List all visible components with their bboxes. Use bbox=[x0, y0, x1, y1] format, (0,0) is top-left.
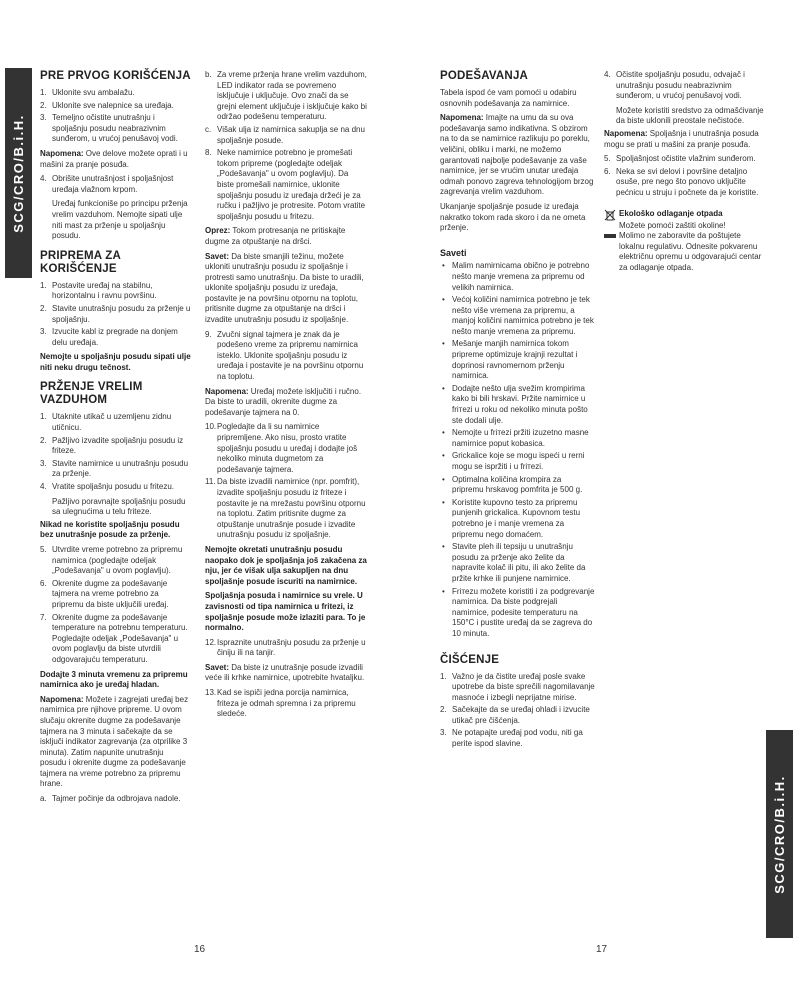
list-item: • Dodajte nešto ulja svežim krompirima kako bi bili hrskavi. Pržite namirnice u frітezi u roku od nekoliko minuta pošto ste dodali ulje. bbox=[442, 383, 588, 425]
warning: Dodajte 3 minuta vremenu za pripremu namirnica ako je uređaj hladan. bbox=[40, 669, 188, 690]
list-item: 8. Neke namirnice potrebno je promešati tokom pripreme (pogledajte odeljak „Podešavanja" u ovom poglavlju). Da biste promešali namirnice, uklonite spoljašnju posudu iz uređaja držeći je za ručku i pažljivo je protresite. Potom vratite spoljašnju posudu u fritezu. bbox=[205, 148, 366, 221]
frying-list-b bbox=[40, 545, 192, 666]
list-item: 3. Stavite namirnice u unutrašnju posudu za prženje. bbox=[40, 458, 189, 479]
warning: Spoljašnja posuda i namirnice su vrele. U zavisnosti od tipa namirnica u fritezi, iz spoljašnje posude može izlaziti para. To je normalno. bbox=[205, 591, 366, 633]
eco-disposal-line1: Možete pomoći zaštiti okoline! bbox=[619, 220, 726, 230]
column-3 bbox=[440, 70, 595, 754]
list-item: 3. Ne potapajte uređaj pod vodu, niti ga perite ispod slavine. bbox=[440, 728, 583, 749]
section-title-hot-air-frying: PRŽENJE VRELIM VAZDUHOM bbox=[40, 381, 143, 407]
section-title-settings: PODEŠAVANJA bbox=[440, 70, 529, 82]
list-item: • Mešanje manjih namirnica tokom pripreme optimizuje krajnji rezultat i doprinosi ravnomernom prženju namirnica. bbox=[442, 339, 578, 381]
list-item: a. Tajmer počinje da odbrojava nadole. bbox=[40, 794, 181, 804]
list-item: 4. Vratite spoljašnju posudu u fritezu. bbox=[40, 482, 174, 492]
frying-list-e bbox=[205, 638, 367, 659]
step-continuation: Možete koristiti sredstvo za odmašćivanje da biste uklonili preostale nečistoće. bbox=[616, 105, 764, 126]
column-1 bbox=[40, 70, 192, 809]
eco-disposal-heading bbox=[604, 209, 764, 221]
tip: Savet: Da biste iz unutrašnje posude izvadili veće ili krhke namirnice, upotrebite hvataljku. bbox=[205, 662, 365, 683]
list-item: 12. Ispraznite unutrašnju posudu za prženje u činiju ili na tanjir. bbox=[205, 637, 366, 658]
step-continuation: Uređaj funkcioniše po principu prženja vrelim vazduhom. Nemojte sipati ulje niti mast za prženje u spoljašnju posudu. bbox=[52, 199, 188, 241]
list-item: 2. Sačekajte da se uređaj ohladi i izvucite utikač pre čišćenja. bbox=[440, 705, 590, 725]
column-2 bbox=[205, 70, 367, 724]
list-item: • Frітezu možete koristiti i za podgrevanje namirnica. Da biste podgrejali namirnice, podesite temperaturu na 150°C i pustite uređaj da se zagreva do 10 minuta. bbox=[442, 586, 595, 638]
list-item: • Optimalna količina krompira za pripremu hrskavog pomfrita je 500 g. bbox=[442, 474, 583, 495]
preparation-list bbox=[40, 281, 192, 349]
list-item: 6. Neka se svi delovi i površine detaljno osuše, pre nego što ponovo uključite pećnicu u struju i počnete da je koristite. bbox=[604, 166, 759, 197]
list-item: 3. Izvucite kabl iz pregrade na donjem delu uređaja. bbox=[40, 327, 178, 347]
before-first-use-list-cont bbox=[40, 174, 192, 195]
list-item: c. Višak ulja iz namirnica sakuplja se na dnu spoljašnje posude. bbox=[205, 124, 365, 145]
page-number-right: 17 bbox=[596, 944, 608, 955]
frying-sub-list-cont bbox=[205, 70, 367, 222]
section-title-before-first-use: PRE PRVOG KORIŠĆENJA bbox=[40, 70, 191, 82]
warning: Nikad ne koristite spoljašnju posudu bez unutrašnje posude za prženje. bbox=[40, 519, 180, 540]
list-item: • Većoj količini namirnica potrebno je tek nešto više vremena za pripremu, a manjoj količini namirnica potrebno je tek nešto manje vremena za pripremu. bbox=[442, 295, 594, 336]
list-item: 13. Kad se ispiči jedna porcija namirnica, friteza je odmah spremna i za pripremu sledeće. bbox=[205, 688, 356, 719]
list-item: 6. Okrenite dugme za podešavanje tajmera na vreme potrebno za pripremu da biste uključili uređaj. bbox=[40, 578, 169, 609]
list-item: • Nemojte u frітezi pržiti izuzetno masne namirnice poput kobasica. bbox=[442, 428, 589, 448]
note: Napomena: Uređaj možete isključiti i ručno. Da biste to uradili, okrenite dugme za podešavanje tajmera na 0. bbox=[205, 386, 362, 417]
side-tab-right bbox=[766, 730, 793, 938]
cleaning-list-cont bbox=[604, 70, 764, 102]
cleaning-list-cont-2 bbox=[604, 154, 764, 198]
note: Napomena: Spoljašnja i unutrašnja posuda mogu se prati u mašini za pranje posuđa. bbox=[604, 128, 759, 149]
list-item: 5. Utvrdite vreme potrebno za pripremu namirnica (pogledajte odeljak „Podešavanja" u ovom poglavlju). bbox=[40, 545, 183, 576]
side-tab-left-text: SCG/CRO/B.i.H. bbox=[11, 113, 27, 233]
page-number-left: 16 bbox=[194, 944, 206, 955]
frying-list-a bbox=[40, 412, 192, 492]
bar-icon bbox=[604, 234, 616, 238]
list-item: 2. Stavite unutrašnju posudu za prženje u spoljašnju. bbox=[40, 303, 191, 324]
column-4 bbox=[604, 70, 764, 274]
list-item: • Stavite pleh ili tepsiju u unutrašnju posudu za prženje ako želite da napravite kolač ili pitu, ili ako želite da pržite krhke ili punjene namirnice. bbox=[442, 542, 586, 583]
warning: Nemojte okretati unutrašnju posudu naopako dok je spoljašnja još zakačena za nju, jer će višak ulja sakupljen na dnu spoljašnje posude iscuriti na namirnice. bbox=[205, 544, 367, 586]
list-item: 1. Utaknite utikač u uzemljenu zidnu utičnicu. bbox=[40, 412, 172, 433]
settings-intro: Tabela ispod će vam pomoći u odabiru osnovnih podešavanja za namirnice. bbox=[440, 88, 577, 108]
list-item: 1. Važno je da čistite uređaj posle svake upotrebe da biste sprečili nagomilavanje masnoće i izbegli neprijatne mirise. bbox=[440, 671, 595, 702]
list-item: • Koristite kupovno testo za pripremu punjenih grickalica. Kupovnom testu potrebno je i manje vremena za pripremu nego domaćem. bbox=[442, 497, 581, 539]
crossed-bin-icon bbox=[604, 209, 616, 221]
frying-list-c bbox=[205, 330, 367, 383]
note: Napomena: Možete i zagrejati uređaj bez namirnica pre njihove pripreme. U ovom slučaju okrenite dugme za podešavanje tajmera na 3 minuta i sačekajte da se isključi indikator zagrevanja (za otprilike 3 minuta). Zatim napunite unutrašnju posudu i okrenite dugme za podešavanje tajmera na vreme potrebno za pripremu hrane. bbox=[40, 694, 189, 789]
section-title-tips: Saveti bbox=[440, 247, 467, 258]
list-item: 4. Obrišite unutrašnjost i spoljašnjost uređaja vlažnom krpom. bbox=[40, 174, 174, 194]
settings-para: Ukanjanje spoljašnje posude iz uređaja nakratko tokom rada skoro i da ne ometa prženje. bbox=[440, 201, 586, 233]
tips-list bbox=[440, 261, 595, 639]
list-item: 9. Zvučni signal tajmera je znak da je podešeno vreme za pripremu namirnica isteklo. Uklonite spoljašnju posudu iz uređaja i postavite je na površinu otpornu na toplotu. bbox=[205, 329, 364, 382]
step-continuation: Pažljivo poravnajte spoljašnju posudu sa ulegnućima u telu friteze. bbox=[52, 496, 186, 517]
frying-list-f bbox=[205, 688, 367, 720]
note: Napomena: Ove delove možete oprati i u mašini za pranje posuđa. bbox=[40, 148, 188, 169]
note: Napomena: Imajte na umu da su ova podešavanja samo indikativna. S obzirom na to da se namirnice razlikuju po poreklu, veličini, obliku i marki, ne možemo garantovati najbolje podešavanje za vaše namirnice, jer se vrućim unutar uređaja odmah ponovo zagreva tehnologijom brzog zagrevanja vrelim vazduhom. bbox=[440, 113, 594, 197]
side-tab-right-text: SCG/CRO/B.i.H. bbox=[772, 774, 788, 894]
frying-list-d bbox=[205, 422, 367, 541]
warning: Nemojte u spoljašnju posudu sipati ulje niti neku drugu tečnost. bbox=[40, 352, 191, 372]
tip: Savet: Da biste smanjili težinu, možete ukloniti unutrašnju posudu iz spoljašnje i protresti samo unutrašnju. Da biste to uradili, uklonite spoljašnju posudu iz uređaja, postavite je na površinu otpornu na toplotu, pritisnite dugme za otpuštanje na dršci i izvadite unutrašnju posudu iz spoljašnje. bbox=[205, 251, 364, 325]
list-item: 5. Spoljašnjost očistite vlažnim sunđerom. bbox=[604, 154, 756, 164]
section-title-preparation: PRIPREMA ZA KORIŠĆENJE bbox=[40, 249, 121, 275]
list-item: b. Za vreme prženja hrane vrelim vazduhom, LED indikator rada se povremeno isključuje i uključuje. Ovo znači da se grejni element uključuje i isključuje kako bi održao podešenu temperaturu. bbox=[205, 70, 367, 122]
list-item: 10. Pogledajte da li su namirnice pripremljene. Ako nisu, prosto vratite spoljašnju posudu u uređaj i dodajte još nekoliko minuta dugmetom za podešavanje tajmera. bbox=[205, 422, 358, 474]
list-item: 4. Očistite spoljašnju posudu, odvajač i unutrašnju posudu neabrazivnim sunđerom, u vrućoj penušavoj vodi. bbox=[604, 70, 745, 101]
list-item: 3. Temeljno očistite unutrašnju i spoljašnju posudu neabrazivnim sunđerom, u vrućoj penušavoj vodi. bbox=[40, 113, 178, 144]
before-first-use-list bbox=[40, 88, 192, 145]
list-item: 7. Okrenite dugme za podešavanje temperature na potrebnu temperaturu. Pogledajte odeljak „Podešavanja" u ovom poglavlju da biste utvrdili odgovarajuću temperaturu. bbox=[40, 612, 188, 664]
list-item: 1. Uklonite svu ambalažu. bbox=[40, 88, 135, 97]
eco-disposal-line2: Molimo ne zaboravite da poštujete lokalnu regulativu. Odnesite pokvarenu električnu opremu u odgovarajući centar za odlaganje otpada. bbox=[604, 231, 764, 273]
list-item: • Malim namirnicama obično je potrebno nešto manje vremena za pripremu od velikih namirnica. bbox=[442, 261, 590, 292]
caution: Oprez: Tokom protresanja ne pritiskajte dugme za otpuštanje na dršci. bbox=[205, 226, 346, 246]
list-item: 11. Da biste izvadili namirnice (npr. pomfrit), izvadite spoljašnju posudu iz friteze i postavite je na mrežastu površinu otpornu na toplotu. Zatim pritisnite dugme za otpuštanje unutrašnje posude i izvadite unutrašnju posudu iz spoljašnje. bbox=[205, 477, 366, 540]
list-item: 2. Uklonite sve nalepnice sa uređaja. bbox=[40, 100, 174, 110]
cleaning-list bbox=[440, 672, 595, 750]
list-item: • Grickalice koje se mogu ispeći u rerni mogu se ispržiti i u frітezi. bbox=[442, 451, 585, 471]
section-title-cleaning: ČIŠĆENJE bbox=[440, 653, 500, 666]
list-item: 2. Pažljivo izvadite spoljašnju posudu iz friteze. bbox=[40, 435, 184, 456]
eco-disposal-title: Ekološko odlaganje otpada bbox=[619, 209, 723, 219]
side-tab-left bbox=[5, 68, 32, 278]
frying-sub-list bbox=[40, 794, 192, 805]
list-item: 1. Postavite uređaj na stabilnu, horizontalnu i ravnu površinu. bbox=[40, 280, 157, 301]
